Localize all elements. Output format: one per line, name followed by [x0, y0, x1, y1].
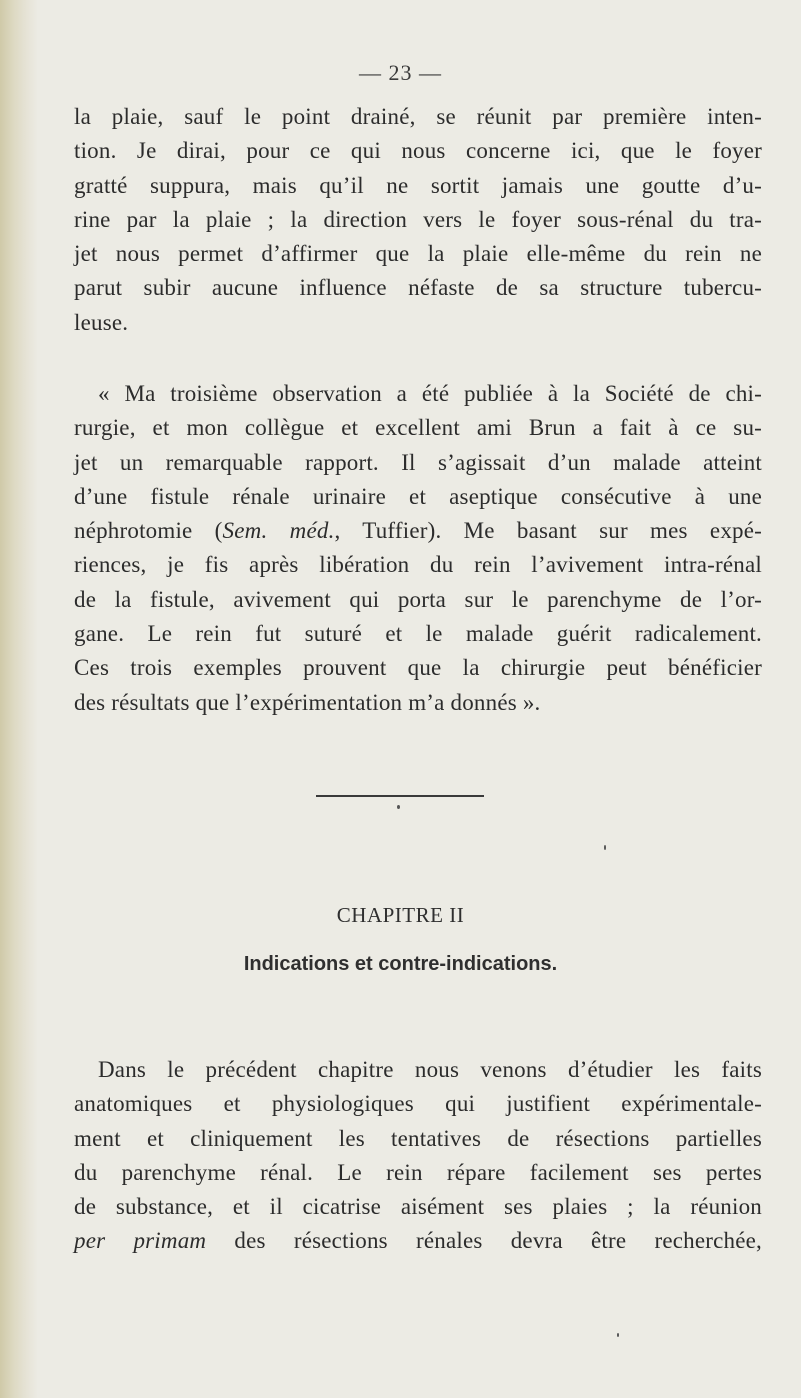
- text-line: [74, 1224, 762, 1258]
- text-line: jet un remarquable rapport. Il s’agissait d’un malade atteint: [74, 449, 762, 475]
- text-line: Ces trois exemples prouvent que la chirurgie peut bénéficier: [74, 655, 762, 681]
- text-line: [74, 514, 762, 548]
- paper-speck: [604, 845, 606, 850]
- text-line: leuse.: [74, 309, 129, 335]
- text-line: d’une fistule rénale urinaire et aseptique consécutive à une: [74, 483, 762, 509]
- text-line: des résultats que l’expérimentation m’a donnés ».: [74, 689, 541, 715]
- paragraph-3: [74, 1053, 762, 1259]
- paper-speck: [397, 805, 400, 809]
- text-line: gane. Le rein fut suturé et le malade guérit radicalement.: [74, 621, 762, 647]
- text-line: la plaie, sauf le point drainé, se réunit par première inten-: [74, 104, 762, 129]
- paragraph-1: [74, 100, 762, 340]
- paper-speck: [617, 1333, 619, 1337]
- text-line: rurgie, et mon collègue et excellent ami Brun a fait à ce su-: [74, 415, 762, 441]
- citation-italic: Sem. méd.: [222, 518, 335, 544]
- paragraph-2: [74, 377, 762, 720]
- binding-shadow: [0, 0, 38, 1398]
- text-line: rine par la plaie ; la direction vers le foyer sous-rénal du tra-: [74, 206, 762, 232]
- latin-phrase-italic: per primam: [74, 1228, 207, 1254]
- text-line: [74, 377, 762, 411]
- text-line: parut subir aucune influence néfaste de sa structure tubercu-: [74, 275, 762, 301]
- text-line: riences, je fis après libération du rein l’avivement intra-rénal: [74, 552, 762, 578]
- text-line: ment et cliniquement les tentatives de résections partielles: [74, 1125, 762, 1151]
- section-divider: [316, 795, 484, 797]
- text-line: jet nous permet d’affirmer que la plaie elle-même du rein ne: [74, 241, 762, 267]
- text-fragment: , Tuffier). Me basant sur mes expé-: [334, 518, 762, 544]
- text-line: [74, 1053, 762, 1087]
- chapter-title: CHAPITRE II: [336, 903, 465, 927]
- text-line-content: Dans le précédent chapitre nous venons d’étudier les faits: [98, 1057, 762, 1082]
- text-fragment: néphrotomie (: [74, 518, 223, 544]
- text-line: de substance, et il cicatrise aisément ses plaies ; la réunion: [74, 1194, 762, 1220]
- text-line: tion. Je dirai, pour ce qui nous concerne ici, que le foyer: [74, 138, 762, 164]
- text-fragment: des résections rénales devra être recherchée,: [206, 1228, 762, 1254]
- text-line-content: « Ma troisième observation a été publiée à la Société de chi-: [98, 381, 762, 406]
- text-line: anatomiques et physiologiques qui justifient expérimentale-: [74, 1091, 762, 1117]
- page-number: — 23 —: [359, 60, 442, 85]
- chapter-subtitle: Indications et contre-indications.: [243, 953, 558, 975]
- text-line: de la fistule, avivement qui porta sur le parenchyme de l’or-: [74, 586, 762, 612]
- text-line: du parenchyme rénal. Le rein répare facilement ses pertes: [74, 1159, 762, 1185]
- text-line: gratté suppura, mais qu’il ne sortit jamais une goutte d’u-: [74, 172, 762, 198]
